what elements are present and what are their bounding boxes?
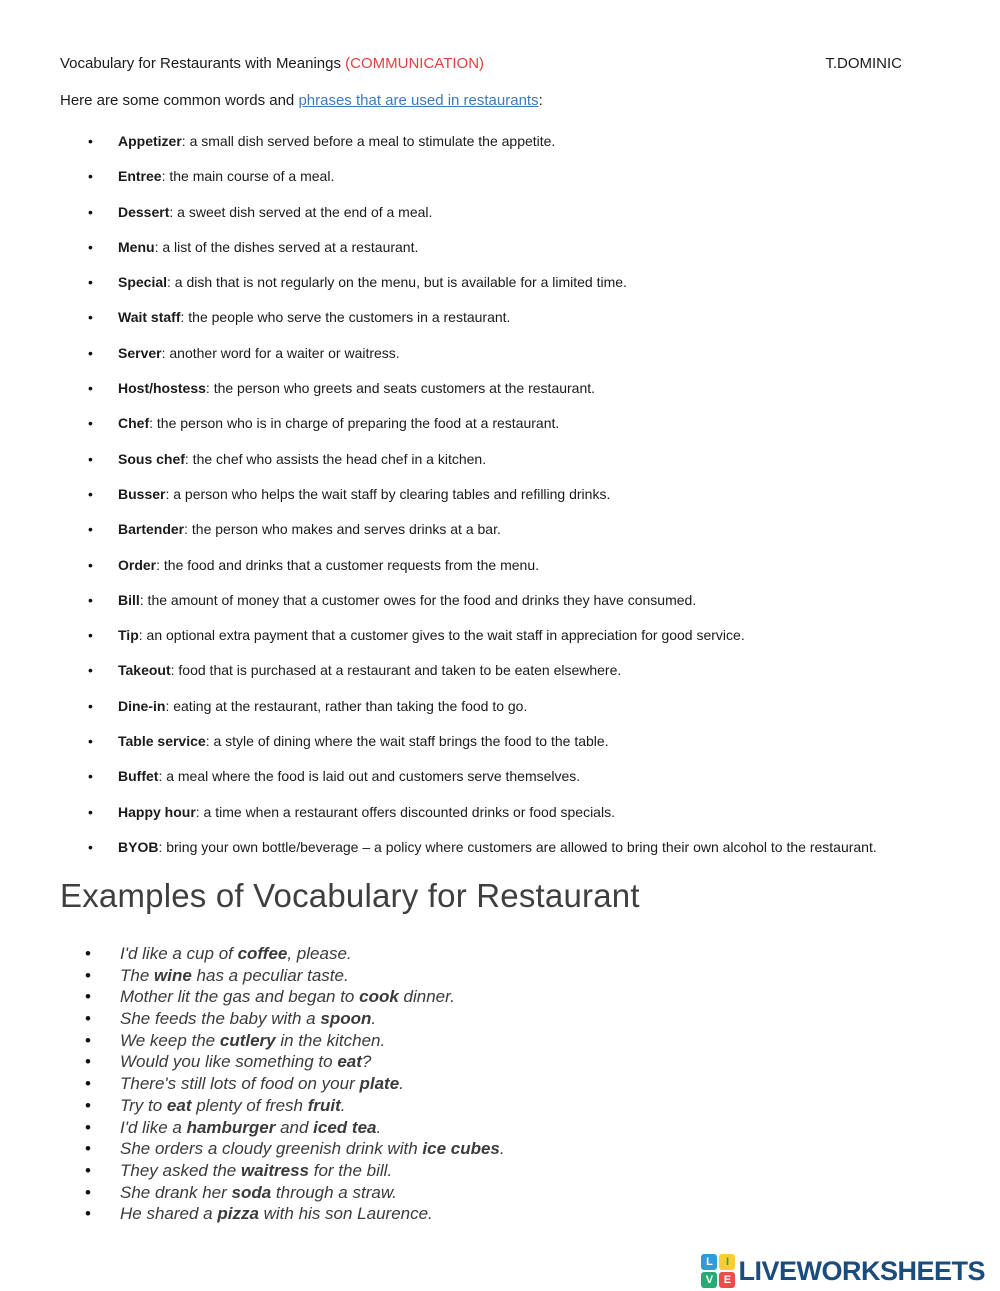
example-list-item	[85, 1095, 940, 1117]
vocab-term: Host/hostess	[118, 380, 206, 397]
vocab-entry	[118, 344, 400, 362]
bullet-icon: •	[85, 987, 91, 1007]
vocab-term: Chef	[118, 415, 150, 432]
bullet-icon: •	[88, 415, 93, 432]
vocab-list-item	[88, 767, 940, 785]
vocab-entry	[118, 203, 432, 221]
vocab-term: Order	[118, 556, 157, 573]
restaurant-phrases-link[interactable]: phrases that are used in restaurants	[298, 92, 539, 109]
example-sentence: She drank her soda through a straw.	[120, 1182, 397, 1202]
vocab-definition: : another word for a waiter or waitress.	[161, 344, 400, 361]
vocab-list-item	[88, 203, 940, 221]
vocab-definition: : the person who greets and seats customers at the restaurant.	[205, 380, 596, 397]
vocab-term: Buffet	[118, 768, 159, 785]
vocab-definition: : an optional extra payment that a customer gives to the wait staff in appreciation for good service.	[138, 627, 745, 644]
bullet-icon: •	[85, 1182, 91, 1202]
vocab-term: Wait staff	[118, 309, 181, 326]
vocab-definition: : the person who is in charge of preparing the food at a restaurant.	[149, 415, 560, 432]
vocab-entry	[118, 450, 486, 468]
vocab-definition: : a time when a restaurant offers discounted drinks or food specials.	[195, 803, 615, 820]
logo-tile-v: V	[701, 1272, 717, 1288]
author-name: T.DOMINIC	[825, 55, 902, 72]
example-sentence: Mother lit the gas and began to cook dinner.	[120, 987, 455, 1007]
bullet-icon: •	[88, 662, 93, 679]
examples-list	[60, 943, 940, 1225]
example-list-item	[85, 1182, 940, 1204]
vocab-definition: : the person who makes and serves drinks at a bar.	[184, 521, 501, 538]
bullet-icon: •	[88, 344, 93, 361]
bullet-icon: •	[88, 309, 93, 326]
vocab-list-item	[88, 132, 940, 150]
vocab-entry	[118, 167, 334, 185]
vocab-term: Dine-in	[118, 697, 166, 714]
bullet-icon: •	[85, 1052, 91, 1072]
bullet-icon: •	[88, 627, 93, 644]
bullet-icon: •	[85, 1204, 91, 1224]
vocab-list-item	[88, 591, 940, 609]
bullet-icon: •	[88, 591, 93, 608]
title-text: Vocabulary for Restaurants with Meanings	[60, 55, 346, 72]
vocab-list-item	[88, 626, 940, 644]
bullet-icon: •	[88, 274, 93, 291]
vocab-entry	[118, 697, 527, 715]
bullet-icon: •	[88, 380, 93, 397]
vocab-term: Busser	[118, 485, 166, 502]
vocab-definition: : the amount of money that a customer owes for the food and drinks they have consumed.	[139, 591, 697, 608]
example-list-item	[85, 1051, 940, 1073]
vocab-entry	[118, 485, 610, 503]
vocab-term: Bartender	[118, 521, 185, 538]
example-sentence: Try to eat plenty of fresh fruit.	[120, 1095, 346, 1115]
example-sentence: He shared a pizza with his son Laurence.	[120, 1204, 433, 1224]
vocab-definition: : a person who helps the wait staff by clearing tables and refilling drinks.	[165, 485, 611, 502]
bullet-icon: •	[88, 521, 93, 538]
liveworksheets-wordmark: LIVEWORKSHEETS	[738, 1255, 985, 1286]
example-sentence: I'd like a cup of coffee, please.	[120, 943, 352, 963]
example-list-item	[85, 986, 940, 1008]
vocab-list-item	[88, 803, 940, 821]
vocab-term: Dessert	[118, 203, 170, 220]
vocab-definition: : the people who serve the customers in a restaurant.	[180, 309, 511, 326]
page-title	[60, 55, 484, 73]
vocab-list-item	[88, 273, 940, 291]
bullet-icon: •	[85, 1095, 91, 1115]
vocab-definition: : bring your own bottle/beverage – a policy where customers are allowed to bring their own alcohol to the restaurant.	[158, 838, 877, 855]
intro-prefix: Here are some common words and	[60, 92, 299, 109]
vocab-term: Table service	[118, 733, 206, 750]
bullet-icon: •	[88, 203, 93, 220]
bullet-icon: •	[88, 697, 93, 714]
example-list-item	[85, 1160, 940, 1182]
vocab-entry	[118, 803, 615, 821]
example-list-item	[85, 1008, 940, 1030]
bullet-icon: •	[85, 1009, 91, 1029]
bullet-icon: •	[85, 1030, 91, 1050]
example-list-item	[85, 1203, 940, 1225]
bullet-icon: •	[88, 556, 93, 573]
vocab-entry	[118, 414, 559, 432]
vocab-definition: : the food and drinks that a customer requests from the menu.	[156, 556, 539, 573]
example-sentence: She feeds the baby with a spoon.	[120, 1009, 377, 1029]
example-list-item	[85, 965, 940, 987]
vocab-entry	[118, 661, 621, 679]
vocab-definition: : food that is purchased at a restaurant and taken to be eaten elsewhere.	[170, 662, 622, 679]
intro-suffix: :	[538, 92, 543, 109]
example-list-item	[85, 1030, 940, 1052]
examples-heading: Examples of Vocabulary for Restaurant	[60, 876, 640, 914]
bullet-icon: •	[85, 965, 91, 985]
vocab-entry	[118, 556, 539, 574]
vocab-list-item	[88, 520, 940, 538]
vocab-list-item	[88, 485, 940, 503]
vocab-term: Bill	[118, 591, 140, 608]
vocab-definition: : a sweet dish served at the end of a meal.	[169, 203, 433, 220]
vocab-term: Appetizer	[118, 133, 182, 149]
vocab-list-item	[88, 661, 940, 679]
vocab-definition: : a style of dining where the wait staff brings the food to the table.	[205, 733, 609, 750]
vocab-term: Takeout	[118, 662, 171, 679]
vocab-list-item	[88, 344, 940, 362]
vocab-term: BYOB	[118, 838, 159, 855]
vocab-term: Happy hour	[118, 803, 196, 820]
bullet-icon: •	[85, 943, 91, 963]
vocab-list-item	[88, 838, 940, 856]
vocab-definition: : a meal where the food is laid out and customers serve themselves.	[158, 768, 581, 785]
vocab-entry	[118, 379, 595, 397]
vocab-list-item	[88, 238, 940, 256]
example-sentence: They asked the waitress for the bill.	[120, 1160, 393, 1180]
vocab-term: Tip	[118, 627, 139, 644]
vocab-list-item	[88, 167, 940, 185]
vocab-definition: : a list of the dishes served at a restaurant.	[154, 238, 419, 255]
vocab-list-item	[88, 308, 940, 326]
intro-line	[60, 92, 940, 110]
vocab-term: Special	[118, 274, 168, 291]
example-sentence: We keep the cutlery in the kitchen.	[120, 1030, 386, 1050]
title-tag: (COMMUNICATION)	[345, 55, 485, 72]
vocab-list-item	[88, 697, 940, 715]
bullet-icon: •	[85, 1139, 91, 1159]
bullet-icon: •	[88, 485, 93, 502]
bullet-icon: •	[88, 238, 93, 255]
vocabulary-list	[60, 132, 940, 856]
vocab-definition: : a dish that is not regularly on the menu, but is available for a limited time.	[167, 274, 627, 291]
vocab-list-item	[88, 379, 940, 397]
bullet-icon: •	[88, 450, 93, 467]
vocab-list-item	[88, 732, 940, 750]
liveworksheets-tiles-icon	[701, 1254, 735, 1288]
vocab-entry	[118, 732, 609, 750]
vocab-definition: : the main course of a meal.	[161, 168, 335, 185]
logo-tile-l: L	[701, 1254, 717, 1270]
vocab-list-item	[88, 556, 940, 574]
bullet-icon: •	[85, 1117, 91, 1137]
example-list-item	[85, 943, 940, 965]
vocab-term: Menu	[118, 238, 155, 255]
vocab-entry	[118, 838, 877, 856]
bullet-icon: •	[88, 168, 93, 185]
bullet-icon: •	[88, 838, 93, 855]
logo-tile-i: I	[719, 1254, 735, 1270]
vocab-entry	[118, 767, 580, 785]
example-sentence: Would you like something to eat?	[120, 1052, 372, 1072]
bullet-icon: •	[88, 133, 93, 149]
vocab-definition: : the chef who assists the head chef in a kitchen.	[184, 450, 487, 467]
example-list-item	[85, 1117, 940, 1139]
example-sentence: I'd like a hamburger and iced tea.	[120, 1117, 382, 1137]
vocab-definition: : a small dish served before a meal to stimulate the appetite.	[181, 133, 556, 149]
bullet-icon: •	[85, 1160, 91, 1180]
vocab-entry	[118, 273, 627, 291]
vocab-entry	[118, 591, 696, 609]
vocab-definition: : eating at the restaurant, rather than taking the food to go.	[165, 697, 528, 714]
bullet-icon: •	[88, 803, 93, 820]
example-sentence: She orders a cloudy greenish drink with ice cubes.	[120, 1139, 505, 1159]
vocab-entry	[118, 132, 555, 150]
logo-tile-e: E	[719, 1272, 735, 1288]
bullet-icon: •	[88, 733, 93, 750]
example-sentence: The wine has a peculiar taste.	[120, 965, 349, 985]
vocab-list-item	[88, 450, 940, 468]
bullet-icon: •	[85, 1074, 91, 1094]
vocab-list-item	[88, 414, 940, 432]
vocab-entry	[118, 520, 501, 538]
example-list-item	[85, 1073, 940, 1095]
bullet-icon: •	[88, 768, 93, 785]
vocab-entry	[118, 308, 510, 326]
vocab-entry	[118, 626, 745, 644]
example-sentence: There's still lots of food on your plate.	[120, 1074, 404, 1094]
doc-header	[60, 55, 940, 73]
vocab-entry	[118, 238, 418, 256]
vocab-term: Server	[118, 344, 162, 361]
liveworksheets-logo[interactable]	[701, 1254, 985, 1288]
example-list-item	[85, 1138, 940, 1160]
vocab-term: Entree	[118, 168, 162, 185]
vocab-term: Sous chef	[118, 450, 185, 467]
